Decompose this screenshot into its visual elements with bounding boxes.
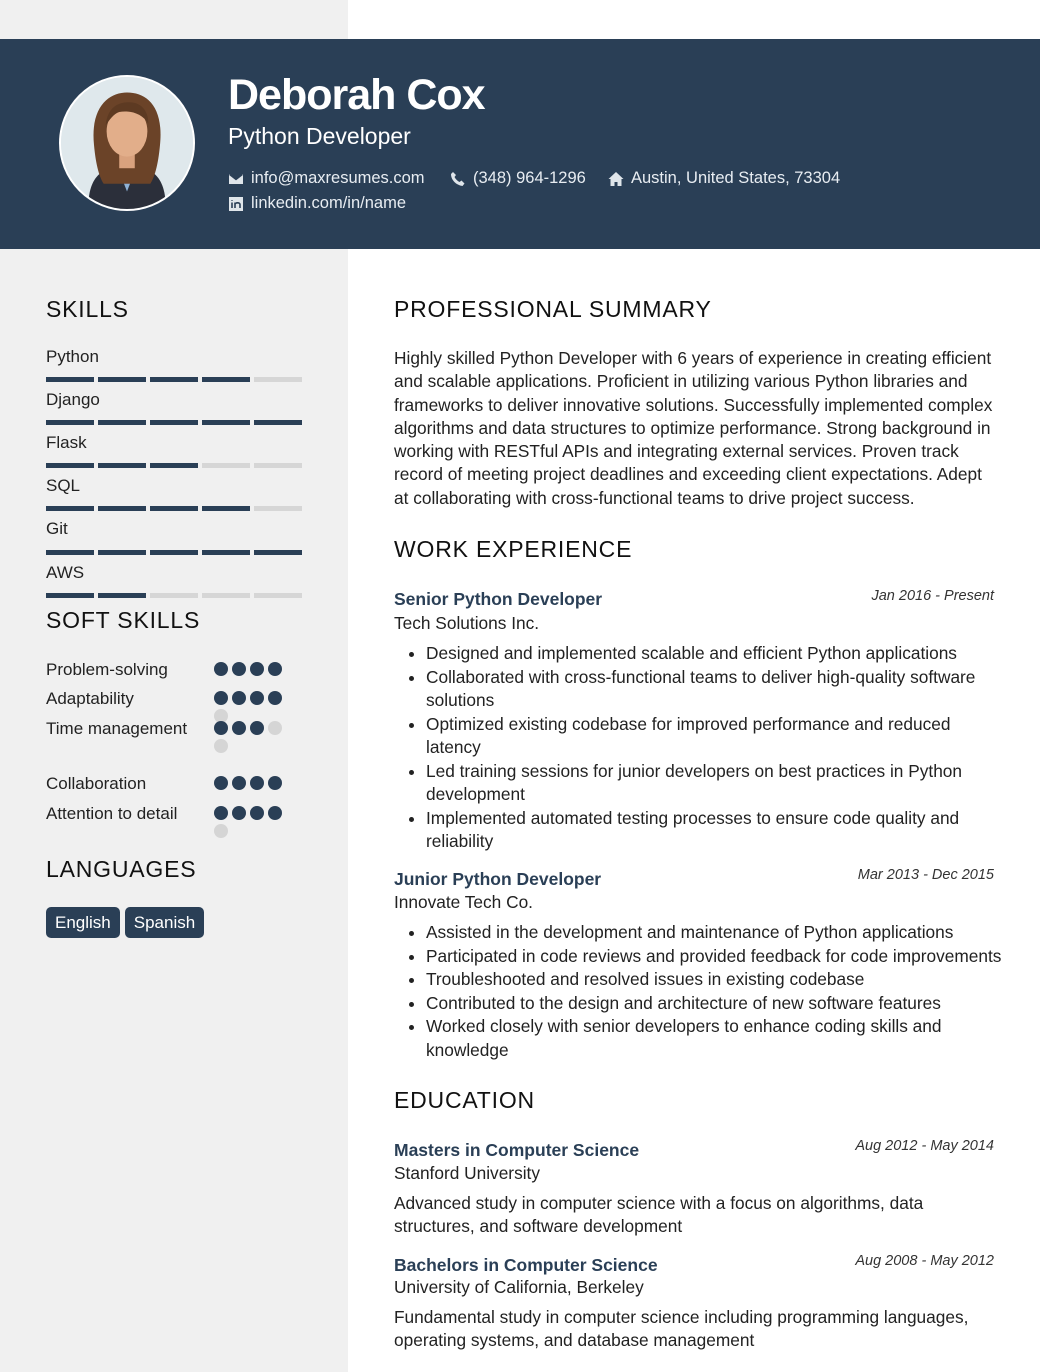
profile-photo <box>61 77 193 209</box>
soft-skill-rating <box>214 776 286 790</box>
avatar <box>59 75 195 211</box>
soft-skill-name: Collaboration <box>46 774 147 793</box>
skill-level-segment <box>150 593 198 598</box>
job-bullets <box>394 642 1002 854</box>
list-item: • Led training sessions for junior developers on best practices in Python development <box>426 760 1002 807</box>
skill-level-segment <box>254 550 302 555</box>
skill-level-bar <box>46 506 302 511</box>
skill-level-segment <box>150 550 198 555</box>
skill-level-segment <box>98 377 146 382</box>
skill-level-segment <box>150 506 198 511</box>
education-description: Advanced study in computer science with a focus on algorithms, data structures, and software development <box>394 1193 924 1237</box>
education-date: Aug 2008 - May 2012 <box>855 1253 994 1269</box>
rating-dot <box>232 691 246 705</box>
list-item: • Worked closely with senior developers to enhance coding skills and knowledge <box>426 1015 1002 1062</box>
email-text: info@maxresumes.com <box>251 169 425 187</box>
skill-level-segment <box>202 377 250 382</box>
rating-dot <box>268 662 282 676</box>
list-item: • Contributed to the design and architecture of new software features <box>426 992 1002 1016</box>
skill-level-segment <box>202 593 250 598</box>
job-date: Jan 2016 - Present <box>871 588 994 604</box>
company-name: Innovate Tech Co. <box>394 892 533 912</box>
linkedin-icon <box>228 196 244 212</box>
skill-level-bar <box>46 550 302 555</box>
rating-dot <box>268 691 282 705</box>
skill-level-segment <box>46 506 94 511</box>
skill-level-segment <box>254 593 302 598</box>
rating-dot <box>214 824 228 838</box>
skill-level-segment <box>46 377 94 382</box>
skill-level-bar <box>46 377 302 382</box>
resume-header <box>0 39 1040 249</box>
rating-dot <box>268 806 282 820</box>
soft-skill-name: Time management <box>46 719 188 738</box>
rating-dot <box>214 739 228 753</box>
soft-skill-rating <box>214 806 286 838</box>
phone-text: (348) 964-1296 <box>473 169 586 187</box>
skill-level-segment <box>254 377 302 382</box>
skill-level-segment <box>98 550 146 555</box>
rating-dot <box>214 721 228 735</box>
rating-dot <box>232 721 246 735</box>
skill-level-segment <box>254 506 302 511</box>
language-tag: English <box>46 907 120 938</box>
school-name: Stanford University <box>394 1163 540 1183</box>
skill-name: Python <box>46 347 99 366</box>
skill-name: Flask <box>46 433 87 452</box>
list-item: • Designed and implemented scalable and efficient Python applications <box>426 642 1002 666</box>
skill-level-segment <box>98 463 146 468</box>
languages-heading: LANGUAGES <box>46 856 197 882</box>
skills-heading: SKILLS <box>46 296 129 322</box>
list-item: • Implemented automated testing processes to ensure code quality and reliability <box>426 807 1002 854</box>
rating-dot <box>232 662 246 676</box>
skill-level-segment <box>98 420 146 425</box>
degree-title: Bachelors in Computer Science <box>394 1255 658 1275</box>
school-name: University of California, Berkeley <box>394 1277 644 1297</box>
skill-level-segment <box>254 463 302 468</box>
list-item: • Participated in code reviews and provided feedback for code improvements <box>426 945 1002 969</box>
list-item: • Collaborated with cross-functional teams to deliver high-quality software solutions <box>426 666 1002 713</box>
rating-dot <box>250 721 264 735</box>
phone-icon <box>450 171 466 187</box>
skill-level-segment <box>254 420 302 425</box>
skill-level-segment <box>150 463 198 468</box>
soft-skill-name: Problem-solving <box>46 660 168 679</box>
list-item: • Optimized existing codebase for improved performance and reduced latency <box>426 713 1002 760</box>
rating-dot <box>214 691 228 705</box>
job-title: Senior Python Developer <box>394 589 603 609</box>
language-tag: Spanish <box>125 907 204 938</box>
location-text: Austin, United States, 73304 <box>631 169 841 187</box>
contact-linkedin[interactable] <box>228 194 406 213</box>
skill-level-segment <box>46 420 94 425</box>
skill-name: SQL <box>46 476 81 495</box>
skill-level-segment <box>202 420 250 425</box>
company-name: Tech Solutions Inc. <box>394 613 540 633</box>
languages-list <box>46 907 204 938</box>
rating-dot <box>268 721 282 735</box>
education-date: Aug 2012 - May 2014 <box>855 1138 994 1154</box>
soft-skill-name: Adaptability <box>46 689 134 708</box>
rating-dot <box>250 662 264 676</box>
rating-dot <box>232 776 246 790</box>
skill-level-segment <box>46 593 94 598</box>
list-item: • Troubleshooted and resolved issues in existing codebase <box>426 968 1002 992</box>
contact-phone[interactable] <box>450 169 586 188</box>
soft-skill-name: Attention to detail <box>46 804 178 823</box>
skill-level-segment <box>150 420 198 425</box>
skill-level-segment <box>202 550 250 555</box>
skill-level-segment <box>202 463 250 468</box>
soft-skill-rating <box>214 691 286 723</box>
rating-dot <box>214 806 228 820</box>
rating-dot <box>250 806 264 820</box>
rating-dot <box>214 776 228 790</box>
summary-text: Highly skilled Python Developer with 6 years of experience in creating efficient and scalable applications. Proficient in utilizing various Python libraries and frameworks to deliver innovative solutions. Successfully implemented complex algorithms and data structures to optimize performance. Strong background in working with RESTful APIs and integrating external services. Proven track record of meeting project deadlines and exceeding client expectations. Adept at collaborating with cross-functional teams to drive project success. <box>394 348 993 508</box>
candidate-name: Deborah Cox <box>228 71 485 119</box>
skill-level-bar <box>46 420 302 425</box>
job-date: Mar 2013 - Dec 2015 <box>857 867 994 883</box>
skill-level-segment <box>98 593 146 598</box>
job-bullets <box>394 921 1002 1062</box>
soft-skills-heading: SOFT SKILLS <box>46 607 201 633</box>
envelope-icon <box>228 171 244 187</box>
contact-email[interactable] <box>228 169 425 188</box>
rating-dot <box>250 776 264 790</box>
skill-level-segment <box>150 377 198 382</box>
list-item: • Assisted in the development and maintenance of Python applications <box>426 921 1002 945</box>
education-description: Fundamental study in computer science including programming languages, operating systems, and database management <box>394 1307 969 1351</box>
skill-name: AWS <box>46 563 85 582</box>
rating-dot <box>214 662 228 676</box>
soft-skill-rating <box>214 721 286 753</box>
soft-skill-rating <box>214 662 286 676</box>
skill-name: Git <box>46 519 68 538</box>
skill-name: Django <box>46 390 100 409</box>
skill-level-segment <box>46 463 94 468</box>
candidate-title: Python Developer <box>228 123 411 149</box>
rating-dot <box>250 691 264 705</box>
rating-dot <box>268 776 282 790</box>
skill-level-segment <box>202 506 250 511</box>
skill-level-bar <box>46 593 302 598</box>
rating-dot <box>232 806 246 820</box>
skill-level-segment <box>98 506 146 511</box>
experience-heading: WORK EXPERIENCE <box>394 536 633 562</box>
skill-level-bar <box>46 463 302 468</box>
contact-location <box>608 169 840 188</box>
job-title: Junior Python Developer <box>394 869 602 889</box>
home-icon <box>608 171 624 187</box>
degree-title: Masters in Computer Science <box>394 1140 640 1160</box>
education-heading: EDUCATION <box>394 1087 535 1113</box>
summary-heading: PROFESSIONAL SUMMARY <box>394 296 712 322</box>
skill-level-segment <box>46 550 94 555</box>
linkedin-text: linkedin.com/in/name <box>251 194 406 212</box>
